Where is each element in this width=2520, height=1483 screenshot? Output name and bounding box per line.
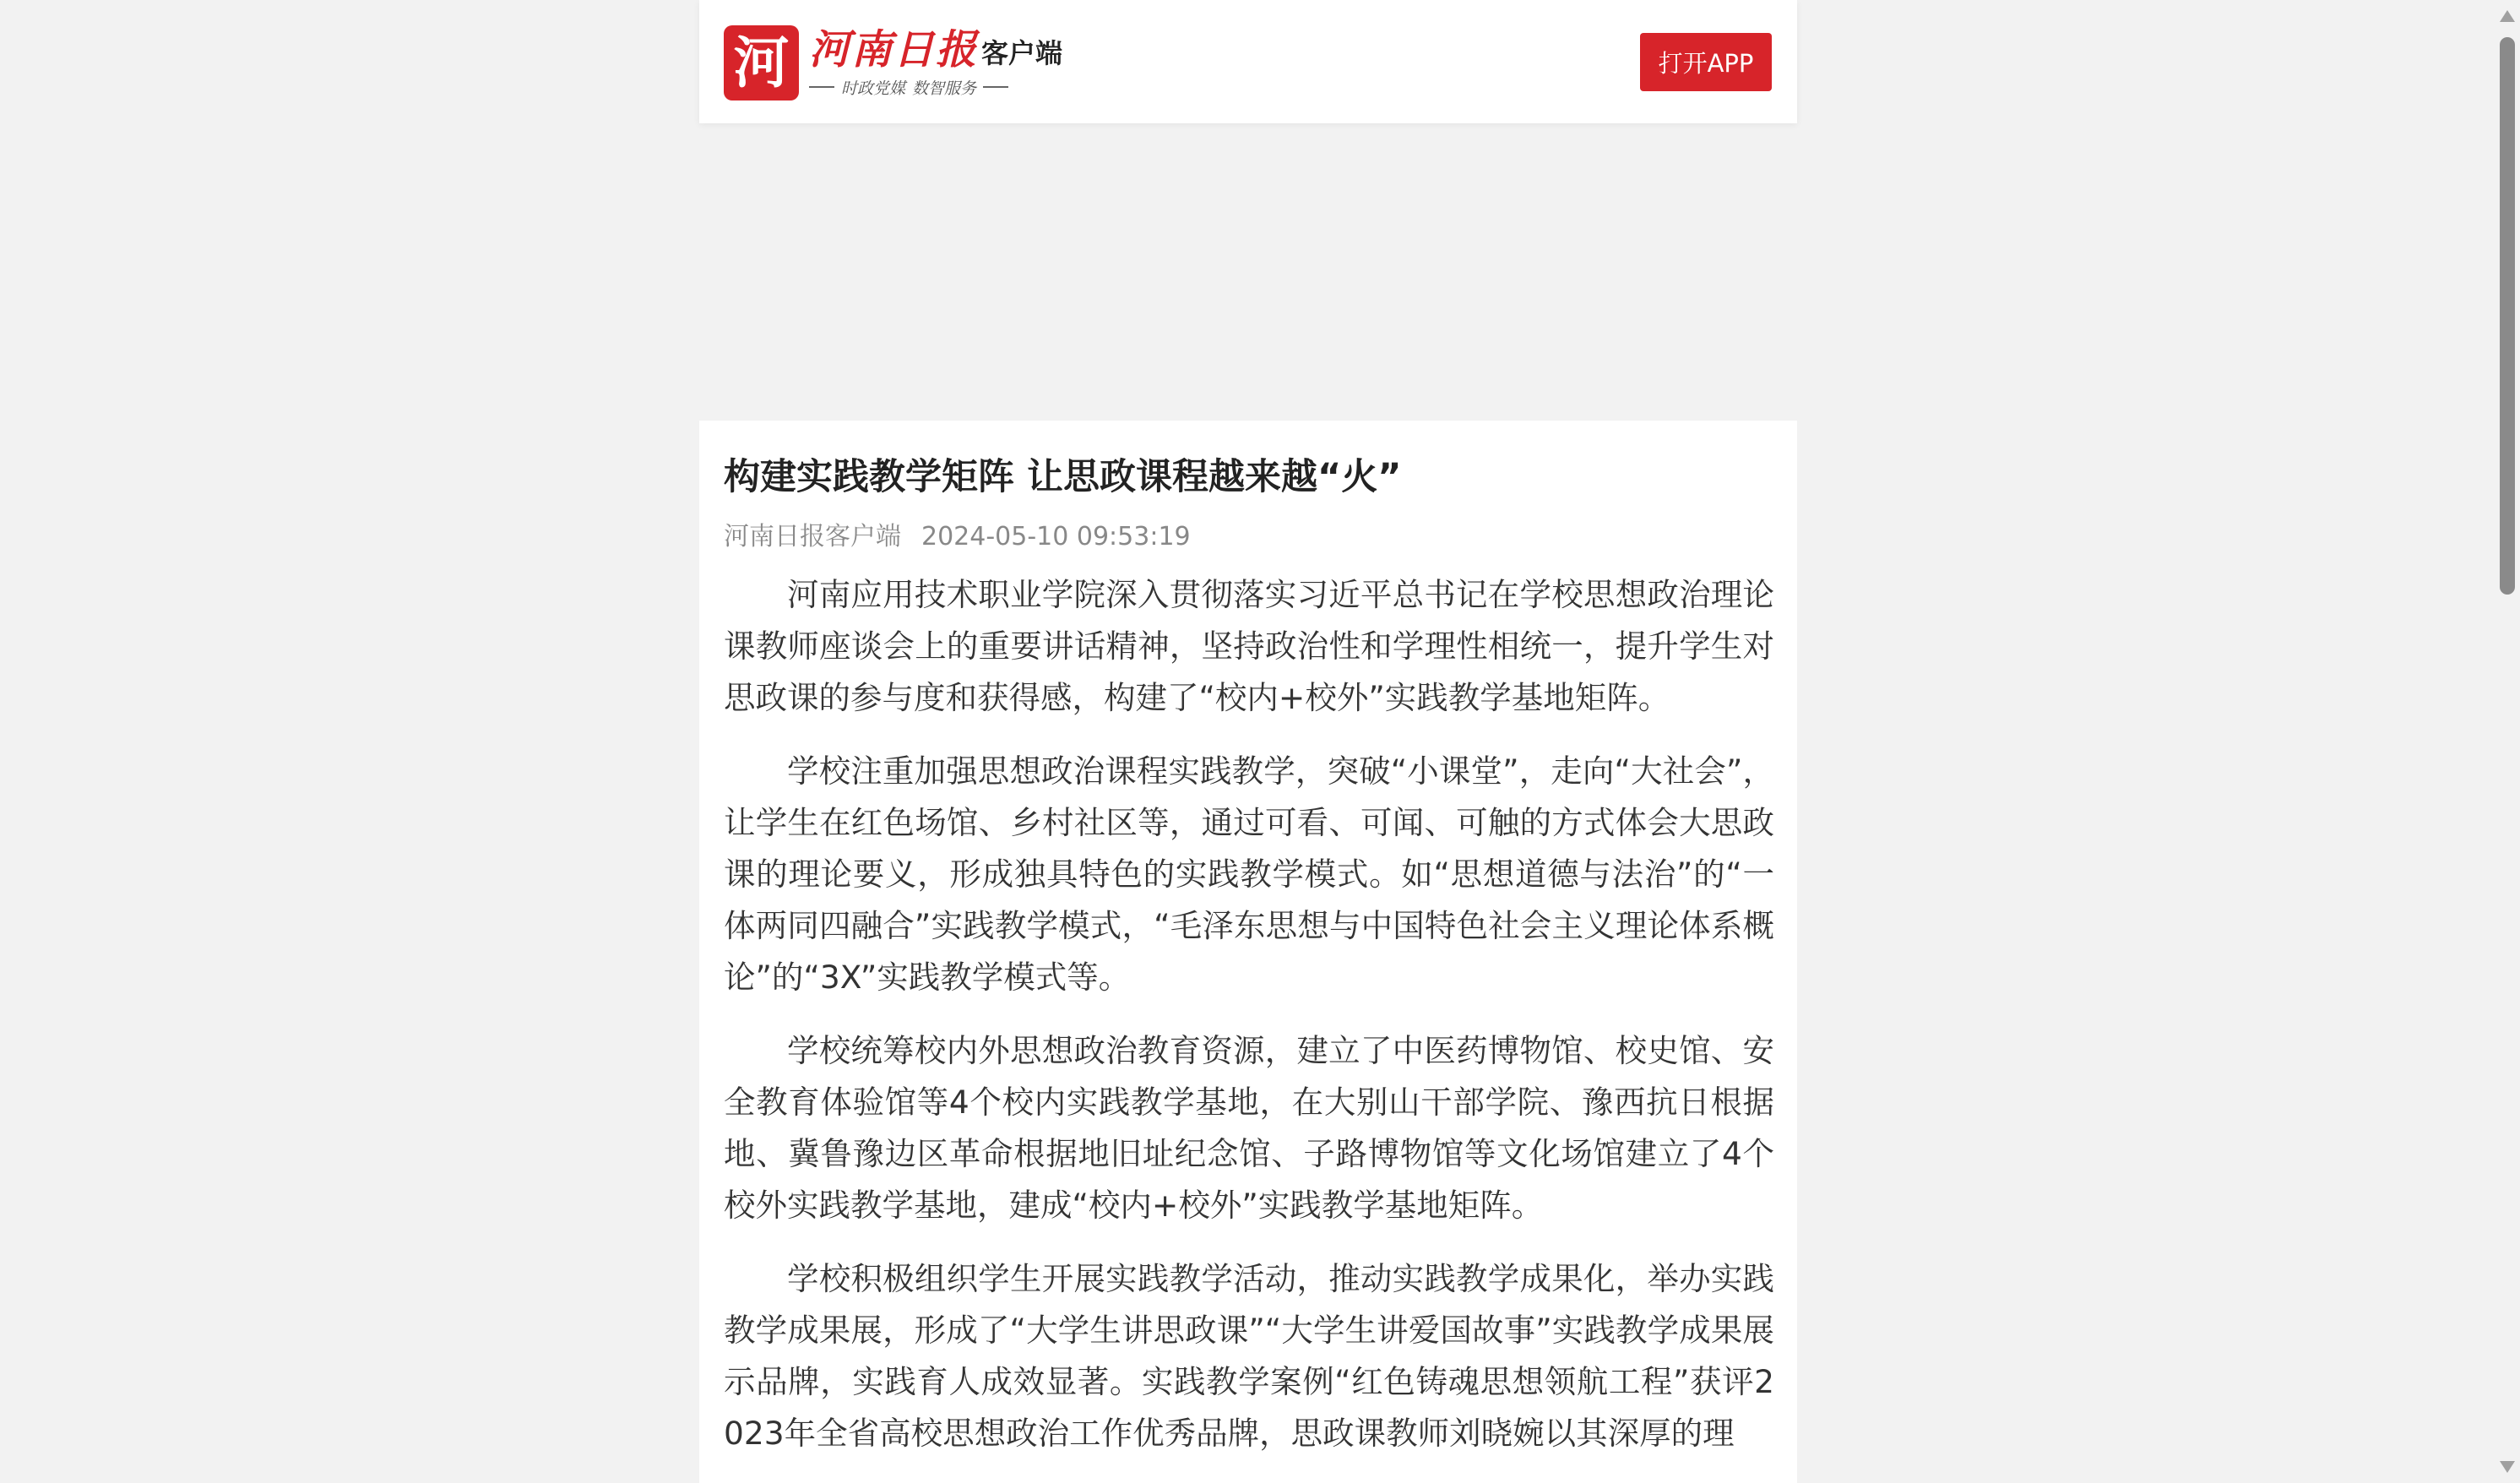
slogan-right-text: 数智服务 — [912, 79, 977, 98]
top-header — [699, 0, 1797, 123]
open-app-button[interactable]: 打开APP — [1640, 33, 1772, 91]
article-datetime: 2024-05-10 09:53:19 — [921, 522, 1191, 551]
logo-suffix: 客户端 — [981, 36, 1063, 69]
article-paragraph: 学校积极组织学生开展实践教学活动，推动实践教学成果化，举办实践教学成果展，形成了“大学生讲思政课”“大学生讲爱国故事”实践教学成果展示品牌，实践育人成效显著。实践教学案例“红色铸魂思想领航工程”获评2023年全省高校思想政治工作优秀品牌，思政课教师刘晓婉以其深厚的理 — [724, 1260, 1774, 1452]
logo-text — [809, 27, 1062, 99]
article-meta — [724, 519, 1774, 556]
logo-name: 河南日报 — [809, 25, 979, 73]
slogan-left-text: 时政党媒 — [841, 79, 906, 98]
site-logo[interactable] — [724, 24, 1062, 101]
vertical-scrollbar[interactable] — [2495, 0, 2520, 1483]
scroll-up-arrow-icon[interactable] — [2500, 10, 2515, 22]
article-source: 河南日报客户端 — [724, 522, 901, 551]
article-title: 构建实践教学矩阵 让思政课程越来越“火” — [724, 456, 1402, 498]
logo-title-row — [809, 27, 1062, 73]
scroll-down-arrow-icon[interactable] — [2500, 1461, 2515, 1473]
article-body — [724, 569, 1774, 1459]
scroll-thumb[interactable] — [2500, 37, 2515, 595]
article-content — [724, 421, 1774, 1481]
logo-mark — [724, 25, 799, 100]
logo-char: 河 — [733, 30, 790, 95]
article-paragraph: 学校统筹校内外思想政治教育资源，建立了中医药博物馆、校史馆、安全教育体验馆等4个校内实践教学基地，在大别山干部学院、豫西抗日根据地、冀鲁豫边区革命根据地旧址纪念馆、子路博物馆等文化场馆建立了4个校外实践教学基地，建成“校内+校外”实践教学基地矩阵。 — [724, 1032, 1774, 1224]
article-card — [699, 421, 1797, 1483]
slogan-line-left — [809, 86, 834, 88]
article-paragraph: 河南应用技术职业学院深入贯彻落实习近平总书记在学校思想政治理论课教师座谈会上的重要讲话精神，坚持政治性和学理性相统一，提升学生对思政课的参与度和获得感，构建了“校内+校外”实践教学基地矩阵。 — [724, 576, 1774, 716]
logo-slogan — [809, 76, 1062, 99]
article-paragraph: 学校注重加强思想政治课程实践教学，突破“小课堂”，走向“大社会”，让学生在红色场馆、乡村社区等，通过可看、可闻、可触的方式体会大思政课的理论要义，形成独具特色的实践教学模式。如“思想道德与法治”的“一体两同四融合”实践教学模式，“毛泽东思想与中国特色社会主义理论体系概论”的“3X”实践教学模式等。 — [724, 752, 1774, 996]
slogan-line-right — [983, 86, 1008, 88]
